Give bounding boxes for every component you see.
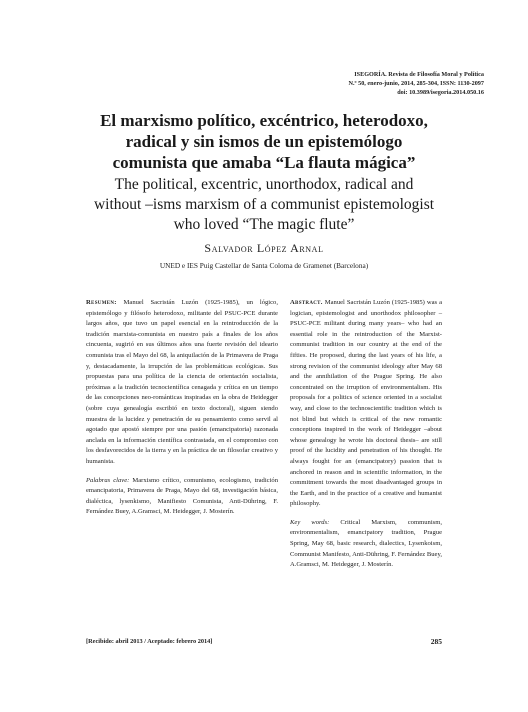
abstract-label: Abstract. [290,299,323,306]
palabras-clave-label: Palabras clave: [86,476,130,484]
spanish-abstract-column [86,298,278,518]
key-words-label: Key words: [290,518,330,526]
title-es-line: El marxismo político, excéntrico, heterodoxo, [100,111,428,130]
author-name: Salvador López Arnal [204,241,324,255]
resumen-paragraph [86,298,278,468]
journal-issue: N.º 50, enero-junio, 2014, 285-304, ISSN: 1130-2097 [348,80,484,87]
page-footer [86,638,442,650]
journal-doi: doi: 10.3989/isegoria.2014.050.16 [397,89,484,96]
title-en-line: who loved “The magic flute” [173,216,355,233]
received-accepted-dates: [Recibido: abril 2013 / Aceptado: febrero 2014] [86,638,213,645]
abstract-text: Manuel Sacristán Luzón (1925-1985) was a logician, epistemologist and unorthodox philosopher –PSUC-PCE militant during many years– who had an essential role in the reintroduction of the Marxist-communist tradition in our country at the end of the fifties. He proposed, during the last years of his life, a strong revision of the communist ideology after May 68 and the annihilation of the Prague Spring. He also concentrated on the irruption of environmentalism. His proposals for a politics of science oriented in a socialist way, and close to the technoscientific tradition which is not blind but which is critical of the new romantic conceptions inspired in the work of Heidegger –about whose genealogy he wrote his doctoral thesis– are still proof of the lucidity and penetration of his thought. He always fought for an (emancipatory) passion that is anchored in reason and in scientific information, in the commitment towards the most disadvantaged groups in the Earth, and in the practice of a creative and humanist philosophy. [290,299,442,508]
key-words-paragraph [290,518,442,571]
author-affiliation: UNED e IES Puig Castellar de Santa Coloma de Gramenet (Barcelona) [159,261,369,270]
palabras-clave-text: Marxismo crítico, comunismo, ecologismo, tradición emancipatoria, Primavera de Praga, Mayo del 68, investigación básica, dialéctica, lysenkismo, Manifiesto Comunista, Anti-Dühring, F. Fernández Buey, A.Gramsci, M. Heidegger, J. Mosterín. [86,476,279,516]
english-abstract-column [290,298,442,571]
journal-name: ISEGORÍA. Revista de Filosofía Moral y Política [354,71,484,78]
journal-header [274,70,484,97]
title-en-line: The political, excentric, unorthodox, radical and [114,176,414,193]
title-english [40,175,488,235]
key-words-text: Critical Marxism, communism, environmentalism, emancipatory tradition, Prague Spring, May 68, basic research, dialectics, Lysenkoism, Communist Manifesto, Anti-Dühring, F. Fernández Buey, A.Gramsci, M. Heidegger, J. Mosterín. [290,518,442,569]
resumen-label: Resumen: [86,299,117,306]
abstract-paragraph [290,298,442,510]
title-es-line: comunista que amaba “La flauta mágica” [112,153,416,172]
title-spanish [40,110,488,173]
title-en-line: without –isms marxism of a communist epistemologist [93,196,435,213]
palabras-clave-paragraph [86,476,278,518]
page-number: 285 [430,637,442,646]
title-es-line: radical y sin ismos de un epistemólogo [125,132,403,151]
resumen-text: Manuel Sacristán Luzón (1925-1985), un lógico, epistemólogo y filósofo heterodoxo, militante del PSUC-PCE durante largos años, que tuvo un papel esencial en la reintroducción de la tradición marxista-comunista en nuestro país a finales de los años cincuenta, sugirió en sus últimos años una fuerte revisión del ideario comunista tras el Mayo del 68, la aniquilación de la Primavera de Praga y, destacadamente, la irrupción de las problemáticas ecológicas. Sus propuestas para una política de la ciencia de orientación socialista, próximas a la tradición tecnocientífica cenagada y crítica en un tiempo de las concepciones neo-románticas inspiradas en la obra de Heidegger (sobre cuya genealogía escribió en texto doctoral), siguen siendo muestra de la lucidez y penetración de su pensamiento como servil al agotado que apostó siempre por una pasión (emancipatoria) razonada anclada en la información científica contrastada, en el compromiso con los desfavorecidos de la tierra y en la práctica de un filosofar creativo y humanista. [86,299,278,465]
